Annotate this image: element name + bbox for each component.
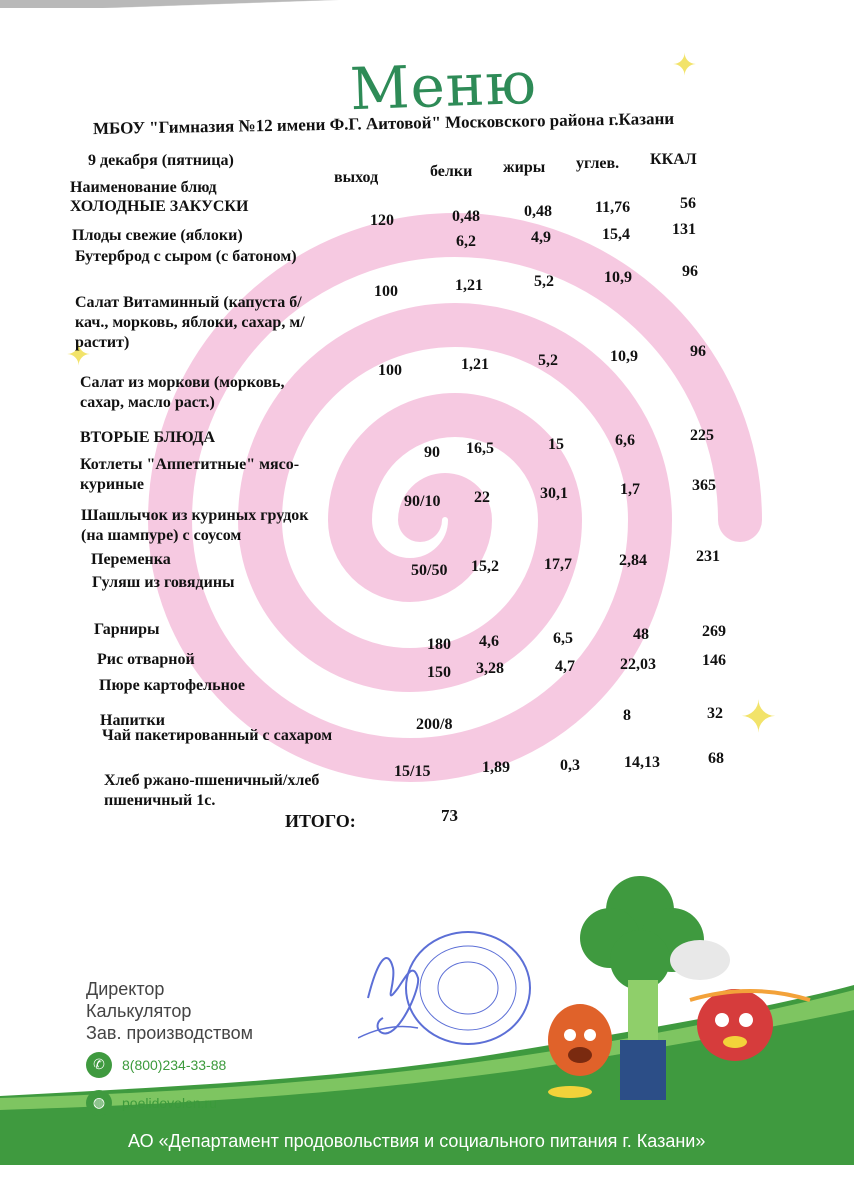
row-name: Хлеб ржано-пшеничный/хлеб пшеничный 1с. bbox=[104, 772, 320, 809]
row-yield: 100 bbox=[374, 283, 398, 300]
row-kcal: 56 bbox=[680, 195, 696, 212]
row-yield: 90/10 bbox=[404, 493, 441, 510]
row-name: Салат Витаминный (капуста б/кач., морковь, яблоки, сахар, м/растит) bbox=[75, 294, 305, 351]
section-cold: ХОЛОДНЫЕ ЗАКУСКИ bbox=[70, 198, 249, 215]
row-carbs: 15,4 bbox=[602, 226, 630, 243]
section-drinks: Напитки bbox=[100, 712, 165, 729]
role-calculator: Калькулятор bbox=[86, 1001, 192, 1021]
page-title: Меню bbox=[348, 48, 539, 124]
role-production-head: Зав. производством bbox=[86, 1023, 253, 1043]
row-protein: 3,28 bbox=[476, 660, 504, 677]
row-protein: 0,48 bbox=[452, 208, 480, 225]
row-fat: 5,2 bbox=[538, 352, 558, 369]
row-fat: 15 bbox=[548, 436, 564, 453]
row-name: Чай пакетированный с сахаром bbox=[102, 727, 333, 744]
header-fat: жиры bbox=[503, 159, 546, 176]
header-kcal: ККАЛ bbox=[650, 151, 697, 168]
row-yield: 180 bbox=[427, 636, 451, 653]
row-carbs: 10,9 bbox=[604, 269, 632, 286]
sparkle-icon: ✦ bbox=[672, 48, 698, 83]
row-name: Плоды свежие (яблоки) bbox=[72, 227, 243, 244]
organization-name: АО «Департамент продовольствия и социального питания г. Казани» bbox=[128, 1131, 706, 1151]
row-name: Рис отварной bbox=[97, 651, 195, 668]
school-name: МБОУ "Гимназия №12 имени Ф.Г. Аитовой" Московского района г.Казани bbox=[92, 108, 675, 139]
row-fat: 4,7 bbox=[555, 658, 575, 675]
row-fat: 0,3 bbox=[560, 757, 580, 774]
footer-roles bbox=[86, 978, 253, 1044]
sparkle-icon: ✦ bbox=[66, 338, 92, 373]
row-fat: 5,2 bbox=[534, 273, 554, 290]
sparkle-icon: ✦ bbox=[740, 692, 777, 743]
row-protein: 4,6 bbox=[479, 633, 499, 650]
header-yield: выход bbox=[334, 169, 379, 186]
row-kcal: 365 bbox=[692, 477, 716, 494]
row-name: Бутерброд с сыром (с батоном) bbox=[75, 248, 297, 265]
row-kcal: 131 bbox=[672, 221, 696, 238]
row-protein: 15,2 bbox=[471, 558, 499, 575]
row-kcal: 32 bbox=[707, 705, 723, 722]
contact-phone bbox=[86, 1052, 226, 1078]
row-carbs: 48 bbox=[633, 626, 649, 643]
site-url: poelidovolen.ru bbox=[122, 1095, 217, 1111]
row-yield: 200/8 bbox=[416, 716, 453, 733]
row-yield: 100 bbox=[378, 362, 402, 379]
row-kcal: 96 bbox=[690, 343, 706, 360]
role-director: Директор bbox=[86, 979, 165, 999]
row-yield: 120 bbox=[370, 212, 394, 229]
row-protein: 1,21 bbox=[461, 356, 489, 373]
row-protein: 22 bbox=[474, 489, 490, 506]
phone-number: 8(800)234-33-88 bbox=[122, 1057, 227, 1073]
row-name: Гуляш из говядины bbox=[92, 574, 235, 591]
globe-icon: ◍ bbox=[86, 1090, 112, 1116]
official-stamp bbox=[358, 928, 536, 1050]
row-protein: 1,21 bbox=[455, 277, 483, 294]
vegetable-mascots bbox=[540, 860, 850, 1140]
section-second: ВТОРЫЕ БЛЮДА bbox=[80, 429, 215, 446]
row-name: Котлеты "Аппетитные" мясо-куриные bbox=[80, 456, 300, 493]
row-name: Шашлычок из куриных грудок (на шампуре) с соусом bbox=[81, 507, 309, 544]
total-value: 73 bbox=[441, 806, 458, 825]
row-name: Пюре картофельное bbox=[99, 677, 245, 694]
row-yield: 150 bbox=[427, 664, 451, 681]
row-kcal: 96 bbox=[682, 263, 698, 280]
row-fat: 6,5 bbox=[553, 630, 573, 647]
row-fat: 30,1 bbox=[540, 485, 568, 502]
header-carbs: углев. bbox=[576, 155, 620, 172]
section-alternative: Переменка bbox=[91, 551, 171, 568]
header-name: Наименование блюд bbox=[70, 179, 217, 196]
row-protein: 6,2 bbox=[456, 233, 476, 250]
row-carbs: 22,03 bbox=[620, 656, 656, 673]
row-fat: 17,7 bbox=[544, 556, 572, 573]
row-yield: 15/15 bbox=[394, 763, 431, 780]
menu-date: 9 декабря (пятница) bbox=[88, 152, 234, 169]
row-carbs: 6,6 bbox=[615, 432, 635, 449]
row-fat: 4,9 bbox=[531, 229, 551, 246]
row-kcal: 225 bbox=[690, 427, 714, 444]
row-protein: 1,89 bbox=[482, 759, 510, 776]
row-kcal: 146 bbox=[702, 652, 726, 669]
header-protein: белки bbox=[430, 163, 473, 180]
row-carbs: 8 bbox=[623, 707, 631, 724]
row-carbs: 2,84 bbox=[619, 552, 647, 569]
row-kcal: 269 bbox=[702, 623, 726, 640]
row-kcal: 68 bbox=[708, 750, 724, 767]
phone-icon: ✆ bbox=[86, 1052, 112, 1078]
row-carbs: 14,13 bbox=[624, 754, 660, 771]
row-carbs: 11,76 bbox=[595, 199, 631, 216]
row-name: Салат из моркови (морковь, сахар, масло раст.) bbox=[80, 374, 285, 411]
row-kcal: 231 bbox=[696, 548, 720, 565]
row-fat: 0,48 bbox=[524, 203, 552, 220]
row-carbs: 10,9 bbox=[610, 348, 638, 365]
row-protein: 16,5 bbox=[466, 440, 494, 457]
row-carbs: 1,7 bbox=[620, 481, 640, 498]
total-label: ИТОГО: bbox=[285, 811, 356, 831]
contact-site bbox=[86, 1090, 217, 1116]
row-yield: 90 bbox=[424, 444, 440, 461]
section-garnish: Гарниры bbox=[94, 621, 160, 638]
row-yield: 50/50 bbox=[411, 562, 448, 579]
